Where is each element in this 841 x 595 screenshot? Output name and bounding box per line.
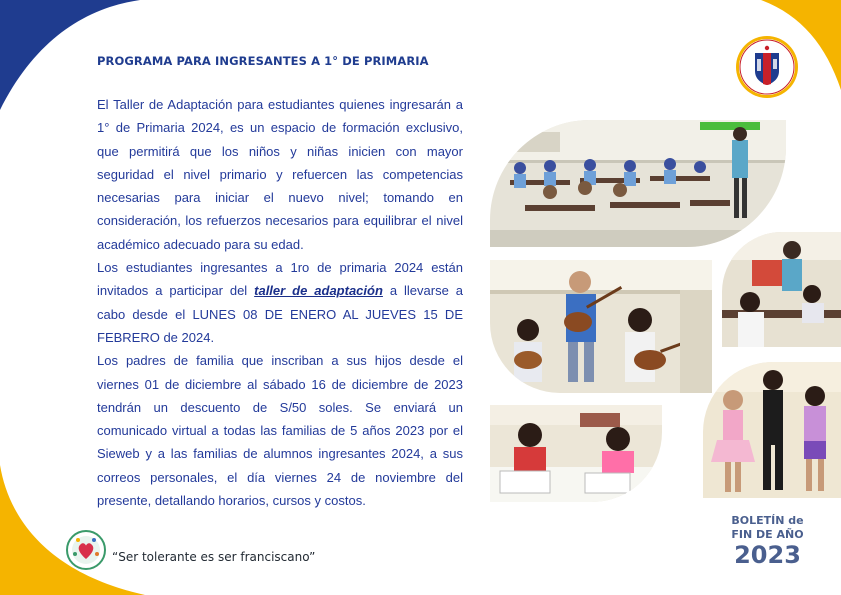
year-end-bulletin-badge xyxy=(725,514,810,568)
students-table-photo xyxy=(722,232,841,347)
writing-class-photo xyxy=(490,405,662,502)
bulletin-line-1: BOLETÍN de xyxy=(731,514,804,527)
invitation-text-start: Los estudiantes ingresantes a 1ro de primaria 2024 están invitados a participar del xyxy=(97,260,463,299)
bulletin-line-2: FIN DE AÑO xyxy=(731,528,804,541)
paragraph-discount: Los padres de familia que inscriban a sus hijos desde el viernes 01 de diciembre al sábado 16 de diciembre de 2023 tendrán un descuento de S/50 soles. Se enviará un comunicado virtual a todas las familias de 5 años 2023 por el Sieweb y a las familias de alumnos ingresantes 2024, a sus correos personales, el día viernes 24 de noviembre del presente, detallando horarios, cursos y costos. xyxy=(97,353,463,509)
bulletin-year: 2023 xyxy=(734,541,801,569)
dance-class-photo xyxy=(703,362,841,498)
school-motto: “Ser tolerante es ser franciscano” xyxy=(112,550,316,564)
body-text xyxy=(97,93,463,512)
school-crest-logo xyxy=(735,35,799,99)
invitation-text-end: a llevarse a cabo desde el LUNES 08 DE ENERO AL JUEVES 15 DE FEBRERO de 2024. xyxy=(97,283,463,345)
paragraph-invitation xyxy=(97,256,463,349)
workshop-link[interactable]: taller de adaptación xyxy=(254,283,383,299)
page-title: PROGRAMA PARA INGRESANTES A 1° DE PRIMARIA xyxy=(97,54,429,68)
franciscan-emblem-icon xyxy=(66,530,106,570)
music-class-photo xyxy=(490,260,712,393)
paragraph-intro: El Taller de Adaptación para estudiantes quienes ingresarán a 1° de Primaria 2024, es un espacio de formación exclusivo, que permitirá que los niños y niñas inicien con mayor seguridad el nivel primario y refuercen las competencias necesarias para iniciar el nuevo nivel; tomando en consideración, los refuerzos necesarios para equilibrar el nivel académico adecuado para su edad. xyxy=(97,97,463,252)
classroom-photo xyxy=(490,120,786,247)
